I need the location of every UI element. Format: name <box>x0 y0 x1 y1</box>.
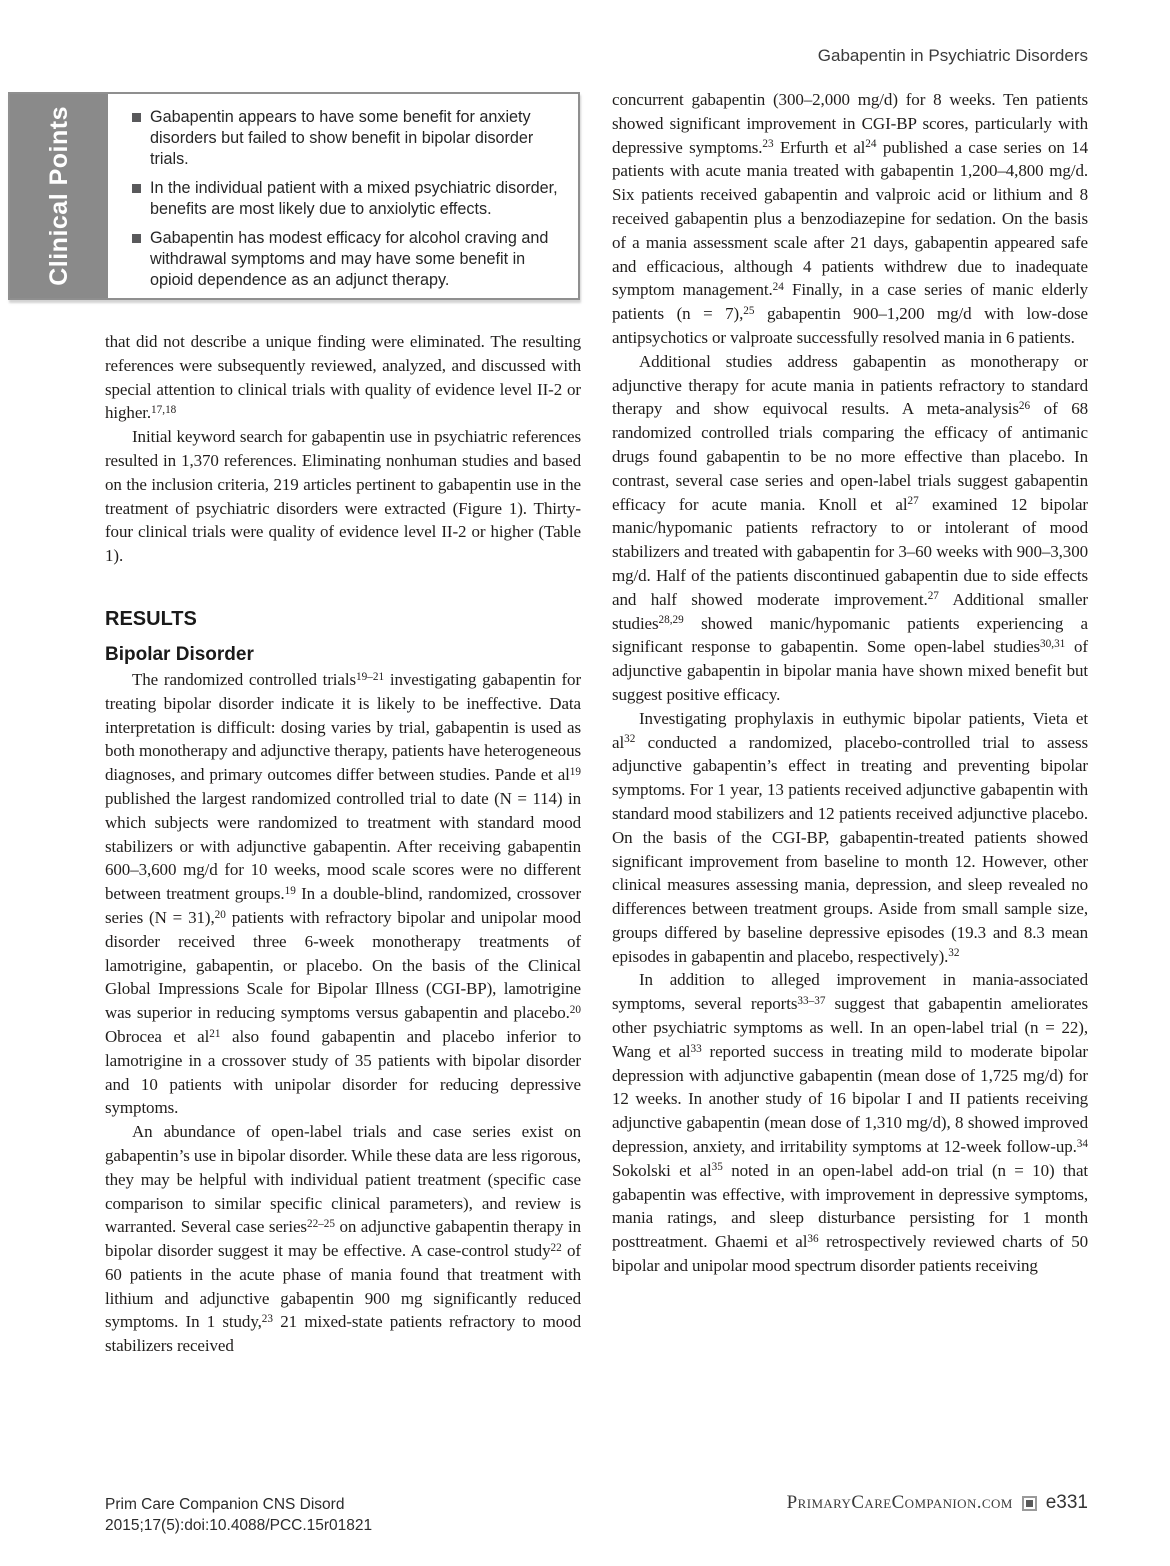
reference-superscript: 23 <box>762 138 774 151</box>
reference-superscript: 32 <box>948 947 960 960</box>
body-paragraph: An abundance of open-label trials and case series exist on gabapentin’s use in bipolar disorder. While these data are less rigorous, they may be helpful with individual patient treatment (specific case comparison to similar specific clinical parameters), and review is warranted. Several case series$^{22-25}$ on adjunctive gabapentin therapy in bipolar disorder suggest it may be effective. A case-control study$^{22}$ of 60 patients in the acute phase of mania found that treatment with lithium and adjunctive gabapentin 900 mg significantly reduced symptoms. In 1 study,$^{23}$ 21 mixed-state patients refractory to mood stabilizers received <box>105 1122 581 1356</box>
body-paragraph: Investigating prophylaxis in euthymic bipolar patients, Vieta et $al^{32}$ conducted a randomized, placebo-controlled trial to assess adjunctive gabapentin’s effect in treating and preventing bipolar symptoms. For 1 year, 13 patients received adjunctive gabapentin with standard mood stabilizers and 12 patients received adjunctive placebo. On the basis of the CGI-BP, gabapentin-treated patients showed significant improvement from baseline to month 12. However, other clinical measures assessing mania, depression, and sleep revealed no differences between treatment groups. Aside from small sample size, groups differed by baseline depressive episodes (19.3 and 8.3 mean episodes in gabapentin and placebo, respectively).$^{32}$ <box>612 708 1088 966</box>
body-paragraph: concurrent gabapentin (300–2,000 mg/d) for 8 weeks. Ten patients showed significant improvement in CGI-BP scores, particularly with depressive symptoms.$^{23}$ Erfurth et $al^{24}$ published a case series on 14 patients with acute mania treated with gabapentin 1,200–4,800 mg/d. Six patients received gabapentin and valproic acid or lithium and 8 received gabapentin plus a benzodiazepine for sedation. On the basis of a mania assessment scale after 21 days, gabapentin appeared safe and efficacious, although 4 patients withdrew due to inadequate symptom management.$^{24}$ Finally, in a case series of manic elderly patients (n = 7),$^{25}$ gabapentin 900–1,200 mg/d with low-dose antipsychotics or valproate successfully resolved mania in 6 patients. <box>612 90 1089 347</box>
reference-superscript: 27 <box>907 495 919 508</box>
reference-superscript: 33 <box>690 1042 702 1055</box>
reference-superscript: 28,29 <box>658 614 684 627</box>
bullet-square-icon <box>132 113 141 122</box>
reference-superscript: 22 <box>550 1241 562 1254</box>
reference-superscript: 20 <box>214 908 226 921</box>
clinical-points-label: Clinical Points <box>44 106 73 286</box>
journal-citation <box>105 1494 372 1536</box>
reference-superscript: 24 <box>772 281 784 293</box>
footer-right <box>787 1492 1088 1514</box>
reference-superscript: 17,18 <box>151 404 177 417</box>
reference-superscript: 26 <box>1018 399 1031 412</box>
results-heading: RESULTS <box>105 607 197 630</box>
reference-superscript: 19 <box>569 765 581 778</box>
reference-superscript: 32 <box>624 733 636 746</box>
reference-superscript: 22–25 <box>306 1217 335 1230</box>
square-marker-icon <box>1022 1496 1037 1511</box>
reference-superscript: 23 <box>261 1313 273 1326</box>
clinical-points-band <box>10 94 108 298</box>
clinical-point-item <box>132 228 569 291</box>
left-column <box>105 330 581 1358</box>
reference-superscript: 30,31 <box>1040 637 1066 650</box>
body-paragraph: that did not describe a unique finding were eliminated. The resulting references were subsequently reviewed, analyzed, and discussed with special attention to clinical trials with quality of evidence level II-2 or higher.$^{17,18}$ <box>105 332 581 423</box>
running-head: Gabapentin in Psychiatric Disorders <box>817 46 1088 65</box>
reference-superscript: 34 <box>1076 1137 1088 1150</box>
clinical-points-box <box>8 92 580 300</box>
reference-superscript: 19–21 <box>356 670 385 683</box>
body-paragraph: In addition to alleged improvement in mania-associated symptoms, several reports$^{33-37}$ suggest that gabapentin ameliorates other psychiatric symptoms as well. In an open-label trial (n = 22), Wang et $al^{33}$ reported success in treating mild to moderate bipolar depression with adjunctive gabapentin (mean dose of 1,725 mg/d) for 12 weeks. In another study of 16 bipolar I and II patients receiving adjunctive gabapentin (mean dose of 1,310 mg/d), 8 showed improved depression, anxiety, and irritability symptoms at 12-week follow-up.$^{34}$ Sokolski et $al^{35}$ noted in an open-label add-on trial (n = 10) that gabapentin was effective, with improvement in depressive symptoms, mania ratings, and sleep disturbance persisting for 1 month posttreatment. Ghaemi et $al^{36}$ retrospectively reviewed charts of 50 bipolar and unipolar mood spectrum disorder patients receiving <box>612 970 1089 1276</box>
reference-superscript: 25 <box>743 304 755 317</box>
reference-superscript: 35 <box>711 1161 723 1174</box>
body-paragraph: Initial keyword search for gabapentin use in psychiatric references resulted in 1,370 references. Eliminating nonhuman studies and based on the inclusion criteria, 219 articles pertinent to gabapentin use in the treatment of psychiatric disorders were extracted (Figure 1). Thirty-four clinical trials were quality of evidence level II-2 or higher (Table 1). <box>105 427 581 566</box>
bullet-square-icon <box>132 234 141 243</box>
journal-doi: 2015;17(5):doi:10.4088/PCC.15r01821 <box>105 1517 373 1534</box>
right-column <box>612 88 1088 1278</box>
bipolar-disorder-heading: Bipolar Disorder <box>105 643 254 665</box>
clinical-point-text: In the individual patient with a mixed psychiatric disorder, benefits are most likely due to anxiolytic effects. <box>150 179 558 218</box>
journal-name: Prim Care Companion CNS Disord <box>105 1496 345 1513</box>
reference-superscript: 24 <box>865 138 877 151</box>
reference-superscript: 20 <box>569 1003 581 1016</box>
bullet-square-icon <box>132 184 141 193</box>
body-paragraph: Additional studies address gabapentin as monotherapy or adjunctive therapy for acute mania in patients refractory to standard therapy and show equivocal results. A meta-analysis$^{26}$ of 68 randomized controlled trials comparing the efficacy of antimanic drugs found gabapentin to be no more effective than placebo. In contrast, several case series and open-label trials suggest gabapentin efficacy for acute mania. Knoll et $al^{27}$ examined 12 bipolar manic/hypomanic patients refractory to or intolerant of mood stabilizers and treated with gabapentin for 3–60 weeks with 900–3,300 mg/d. Half of the patients discontinued gabapentin due to side effects and half showed moderate improvement.$^{27}$ Additional smaller studies$^{28,29}$ showed manic/hypomanic patients experiencing a significant response to gabapentin. Some open-label studies$^{30,31}$ of adjunctive gabapentin in bipolar mania have shown mixed benefit but suggest positive efficacy. <box>612 351 1088 704</box>
reference-superscript: 21 <box>209 1027 221 1040</box>
body-paragraph: The randomized controlled trials$^{19-21}$ investigating gabapentin for treating bipolar disorder indicate it is likely to be ineffective. Data interpretation is difficult: dosing varies by trial, gabapentin is used as both monotherapy and adjunctive therapy, patients have heterogeneous diagnoses, and primary outcomes differ between studies. Pande et $al^{19}$ published the largest randomized controlled trial to date (N = 114) in which subjects were randomized to treatment with standard mood stabilizers or with adjunctive gabapentin. After receiving gabapentin 600–3,600 mg/d for 10 weeks, mood scale scores were no different between treatment groups.$^{19}$ In a double-blind, randomized, crossover series (N = 31),$^{20}$ patients with refractory bipolar and unipolar mood disorder received three 6-week monotherapy treatments of lamotrigine, gabapentin, or placebo. On the basis of the Clinical Global Impressions Scale for Bipolar Illness (CGI-BP), lamotrigine was superior in reducing symptoms versus gabapentin and placebo.$^{20}$ Obrocea et $al^{21}$ also found gabapentin and placebo inferior to lamotrigine in a crossover study of 35 patients with bipolar disorder and 10 patients with unipolar disorder for reducing depressive symptoms. <box>105 669 582 1118</box>
reference-superscript: 19 <box>284 884 296 897</box>
clinical-point-text: Gabapentin has modest efficacy for alcohol craving and withdrawal symptoms and may have some benefit in opioid dependence as an adjunct therapy. <box>150 229 549 289</box>
journal-website: PrimaryCareCompanion.com <box>786 1492 1013 1513</box>
reference-superscript: 33–37 <box>797 994 826 1007</box>
reference-superscript: 27 <box>927 590 939 603</box>
clinical-point-item <box>132 107 569 170</box>
clinical-points-list <box>108 94 578 298</box>
clinical-point-text: Gabapentin appears to have some benefit for anxiety disorders but failed to show benefit in bipolar disorder trials. <box>150 108 534 168</box>
clinical-point-item <box>132 178 569 220</box>
reference-superscript: 36 <box>807 1232 819 1245</box>
page-number: e331 <box>1045 1492 1088 1513</box>
